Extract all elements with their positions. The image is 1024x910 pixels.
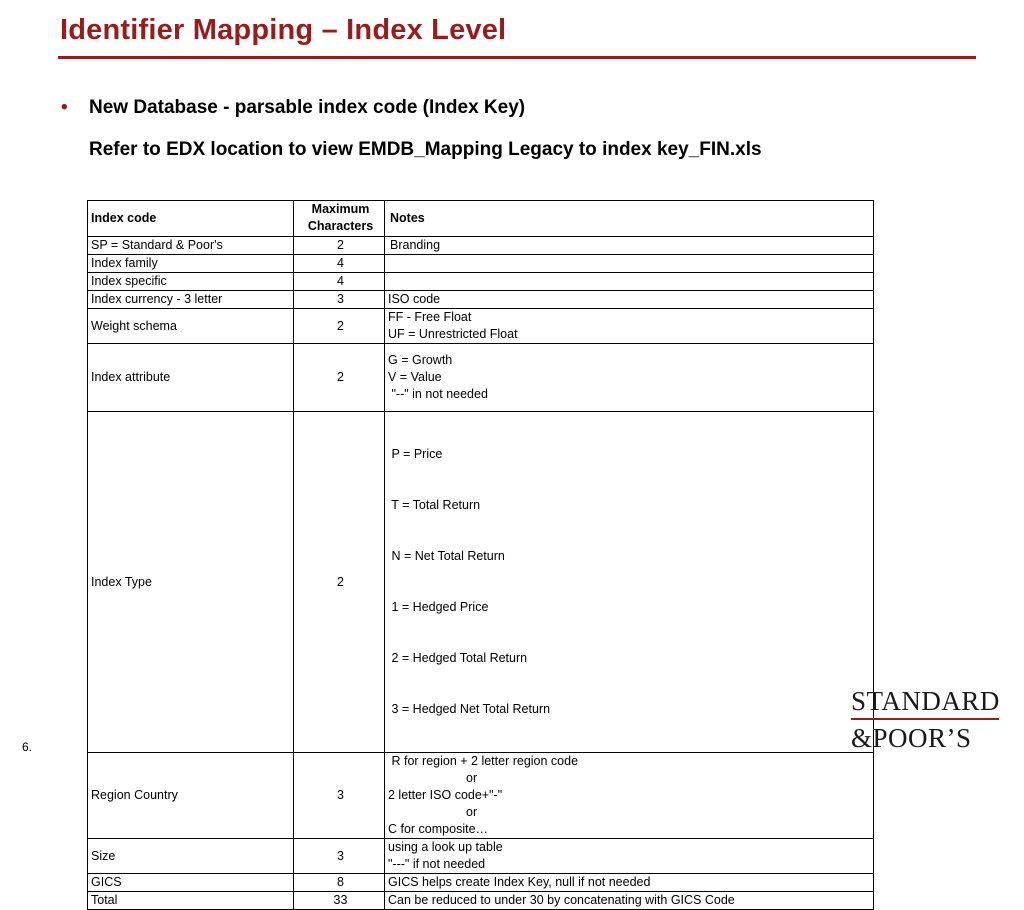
- cell-notes: GICS helps create Index Key, null if not needed: [385, 874, 874, 892]
- cell-notes: [385, 255, 874, 273]
- cell-notes: [385, 412, 874, 753]
- note-line: or: [466, 771, 478, 785]
- note-line: FF - Free Float: [388, 310, 472, 324]
- cell-code: Index specific: [88, 273, 294, 291]
- note-line: or: [466, 805, 478, 819]
- cell-max: 2: [294, 309, 385, 344]
- cell-max: 2: [294, 237, 385, 255]
- table-row: [88, 874, 874, 892]
- cell-code: Size: [88, 839, 294, 874]
- bullet-icon: •: [61, 97, 68, 118]
- cell-max: 3: [294, 839, 385, 874]
- note-line: C for composite…: [388, 822, 489, 836]
- table-row: [88, 412, 874, 753]
- header-index-code: Index code: [88, 201, 294, 237]
- cell-notes: [385, 839, 874, 874]
- cell-code: Index family: [88, 255, 294, 273]
- cell-max: 8: [294, 874, 385, 892]
- cell-notes: [385, 309, 874, 344]
- note-line: UF = Unrestricted Float: [388, 327, 518, 341]
- cell-notes: Can be reduced to under 30 by concatenating with GICS Code: [385, 892, 874, 910]
- title-underline: [58, 56, 976, 59]
- cell-code: Total: [88, 892, 294, 910]
- cell-code: Index Type: [88, 412, 294, 753]
- cell-notes: [385, 344, 874, 412]
- logo-line2: &POOR’S: [851, 723, 972, 753]
- header-max-line1: Maximum: [311, 202, 370, 216]
- note-line: 2 = Hedged Total Return: [388, 651, 528, 665]
- note-line: 3 = Hedged Net Total Return: [388, 702, 551, 716]
- note-line: "--" in not needed: [388, 387, 488, 401]
- table-row: [88, 309, 874, 344]
- logo-line1: STANDARD: [851, 686, 1000, 716]
- header-max-characters: [294, 201, 385, 237]
- cell-max: 2: [294, 344, 385, 412]
- note-line: T = Total Return: [388, 498, 481, 512]
- table-row: [88, 255, 874, 273]
- cell-code: GICS: [88, 874, 294, 892]
- cell-notes: Branding: [385, 237, 874, 255]
- cell-max: 3: [294, 291, 385, 309]
- bullet-item: [61, 97, 525, 119]
- logo-rule: [851, 718, 999, 720]
- cell-max: 4: [294, 273, 385, 291]
- cell-code: Index currency - 3 letter: [88, 291, 294, 309]
- standard-poors-logo: [851, 686, 1001, 753]
- table-header-row: [88, 201, 874, 237]
- reference-text: Refer to EDX location to view EMDB_Mapping Legacy to index key_FIN.xls: [89, 139, 762, 160]
- table-row: [88, 344, 874, 412]
- note-line: N = Net Total Return: [388, 549, 505, 563]
- page-number: 6.: [22, 740, 33, 754]
- note-line: "---" if not needed: [388, 857, 486, 871]
- cell-notes: [385, 753, 874, 839]
- cell-code: Weight schema: [88, 309, 294, 344]
- table-row: [88, 753, 874, 839]
- slide-title: Identifier Mapping – Index Level: [60, 14, 507, 46]
- note-line: using a look up table: [388, 840, 503, 854]
- header-max-line2: Characters: [307, 219, 374, 233]
- cell-code: SP = Standard & Poor's: [88, 237, 294, 255]
- cell-max: 2: [294, 412, 385, 753]
- note-line: 2 letter ISO code+"-": [388, 788, 503, 802]
- note-line: R for region + 2 letter region code: [388, 754, 579, 768]
- cell-code: Region Country: [88, 753, 294, 839]
- note-line: P = Price: [388, 447, 443, 461]
- note-line: 1 = Hedged Price: [388, 600, 489, 614]
- bullet-text: New Database - parsable index code (Index Key): [89, 97, 526, 118]
- header-notes: Notes: [385, 201, 874, 237]
- table-row: [88, 237, 874, 255]
- cell-notes: [385, 273, 874, 291]
- cell-max: 3: [294, 753, 385, 839]
- note-line: G = Growth: [388, 353, 453, 367]
- table-row: [88, 291, 874, 309]
- index-code-table: [87, 200, 874, 910]
- cell-notes: ISO code: [385, 291, 874, 309]
- table-row: [88, 892, 874, 910]
- note-line: V = Value: [388, 370, 442, 384]
- table-row: [88, 273, 874, 291]
- cell-code: Index attribute: [88, 344, 294, 412]
- cell-max: 4: [294, 255, 385, 273]
- cell-max: 33: [294, 892, 385, 910]
- table-row: [88, 839, 874, 874]
